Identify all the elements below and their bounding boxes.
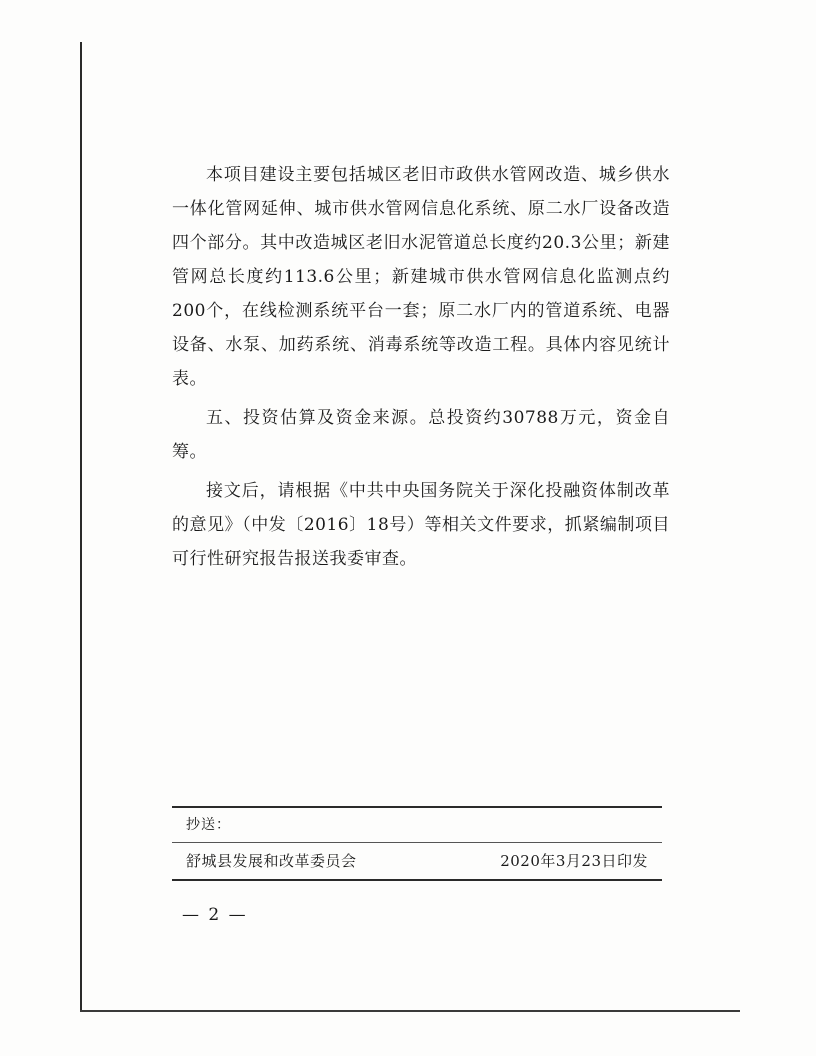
body-paragraph-investment: 五、投资估算及资金来源。总投资约30788万元，资金自筹。	[172, 408, 670, 462]
page-number: — 2 —	[182, 905, 248, 925]
copy-to-footer	[172, 806, 662, 881]
scan-border-bottom	[80, 1010, 740, 1012]
scan-border-left	[80, 42, 82, 1012]
body-paragraph-instructions: 接文后，请根据《中共中央国务院关于深化投融资体制改革的意见》（中发〔2016〕18号）等相关文件要求，抓紧编制项目可行性研究报告报送我委审查。	[172, 481, 670, 569]
print-info-line	[172, 843, 662, 879]
document-body	[172, 158, 670, 576]
issuer-name: 舒城县发展和改革委员会	[186, 852, 357, 870]
print-date: 2020年3月23日印发	[500, 852, 648, 870]
footer-bottom-rule	[172, 879, 662, 881]
cc-label: 抄送：	[186, 817, 231, 833]
body-paragraph-scope: 本项目建设主要包括城区老旧市政供水管网改造、城乡供水一体化管网延伸、城市供水管网信息化系统、原二水厂设备改造四个部分。其中改造城区老旧水泥管道总长度约20.3公里；新建管网总长度约113.6公里；新建城市供水管网信息化监测点约200个，在线检测系统平台一套；原二水厂内的管道系统、电器设备、水泵、加药系统、消毒系统等改造工程。具体内容见统计表。	[172, 165, 670, 389]
